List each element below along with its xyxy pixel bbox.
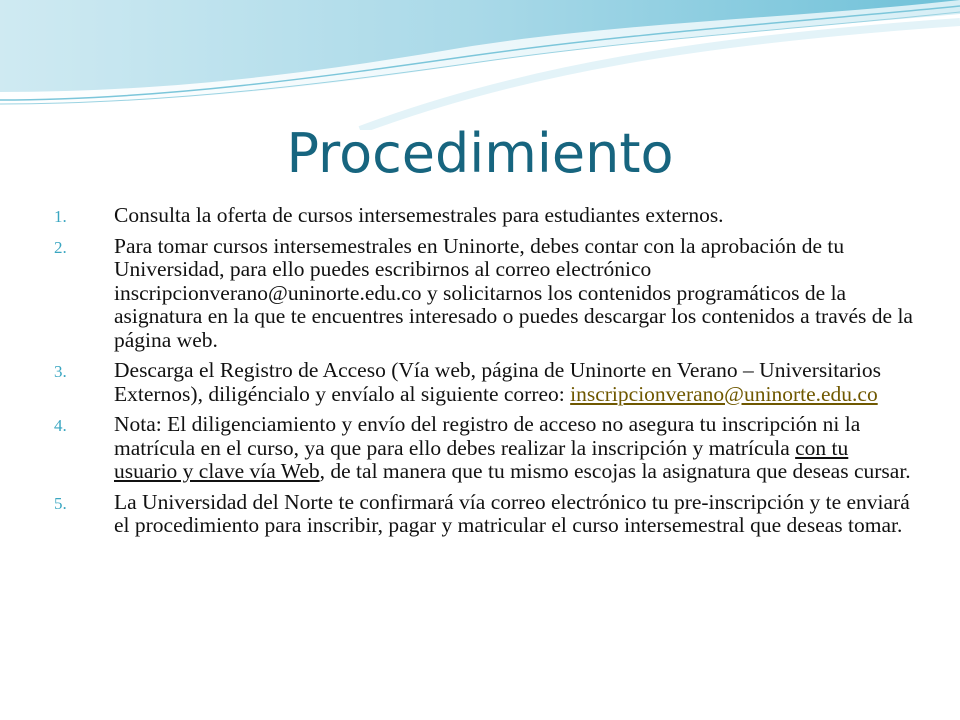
step-text: Consulta la oferta de cursos intersemestrales para estudiantes externos. <box>114 203 724 227</box>
list-item <box>54 235 914 353</box>
step-text-end: , de tal manera que tu mismo escojas la asignatura que deseas cursar. <box>319 459 911 483</box>
email-link[interactable]: inscripcionverano@uninorte.edu.co <box>570 381 878 406</box>
list-item <box>54 491 914 538</box>
underlined-text: con tu usuario y clave vía Web <box>114 435 849 483</box>
step-text: Descarga el Registro de Acceso (Vía web, página de Uninorte en Verano – Universitarios Externos), diligéncialo y envíalo al siguiente correo: <box>114 358 881 406</box>
list-item <box>54 359 914 406</box>
decorative-wave-header <box>0 0 960 130</box>
procedure-steps-list <box>54 204 914 545</box>
step-text: Para tomar cursos intersemestrales en Uninorte, debes contar con la aprobación de tu Universidad, para ello puedes escribirnos al correo electrónico inscripcionverano@uninorte.edu.co y solicitarnos los contenidos programáticos de la asignatura en la que te encuentres interesado o puedes descargar los contenidos a través de la página web. <box>114 233 913 352</box>
step-number: 1. <box>54 207 67 226</box>
slide-title: Procedimiento <box>286 122 674 185</box>
step-number: 3. <box>54 362 67 381</box>
step-number: 4. <box>54 416 67 435</box>
step-number: 2. <box>54 237 67 257</box>
step-text: La Universidad del Norte te confirmará vía correo electrónico tu pre-inscripción y te enviará el procedimiento para inscribir, pagar y matricular el curso intersemestral que deseas tomar. <box>114 489 910 537</box>
list-item <box>54 413 914 484</box>
list-item <box>54 204 914 228</box>
step-text: Nota: El diligenciamiento y envío del registro de acceso no asegura tu inscripción ni la matrícula en el curso, ya que para ello debes realizar la inscripción y matrícula <box>114 412 861 460</box>
step-number: 5. <box>54 493 67 513</box>
